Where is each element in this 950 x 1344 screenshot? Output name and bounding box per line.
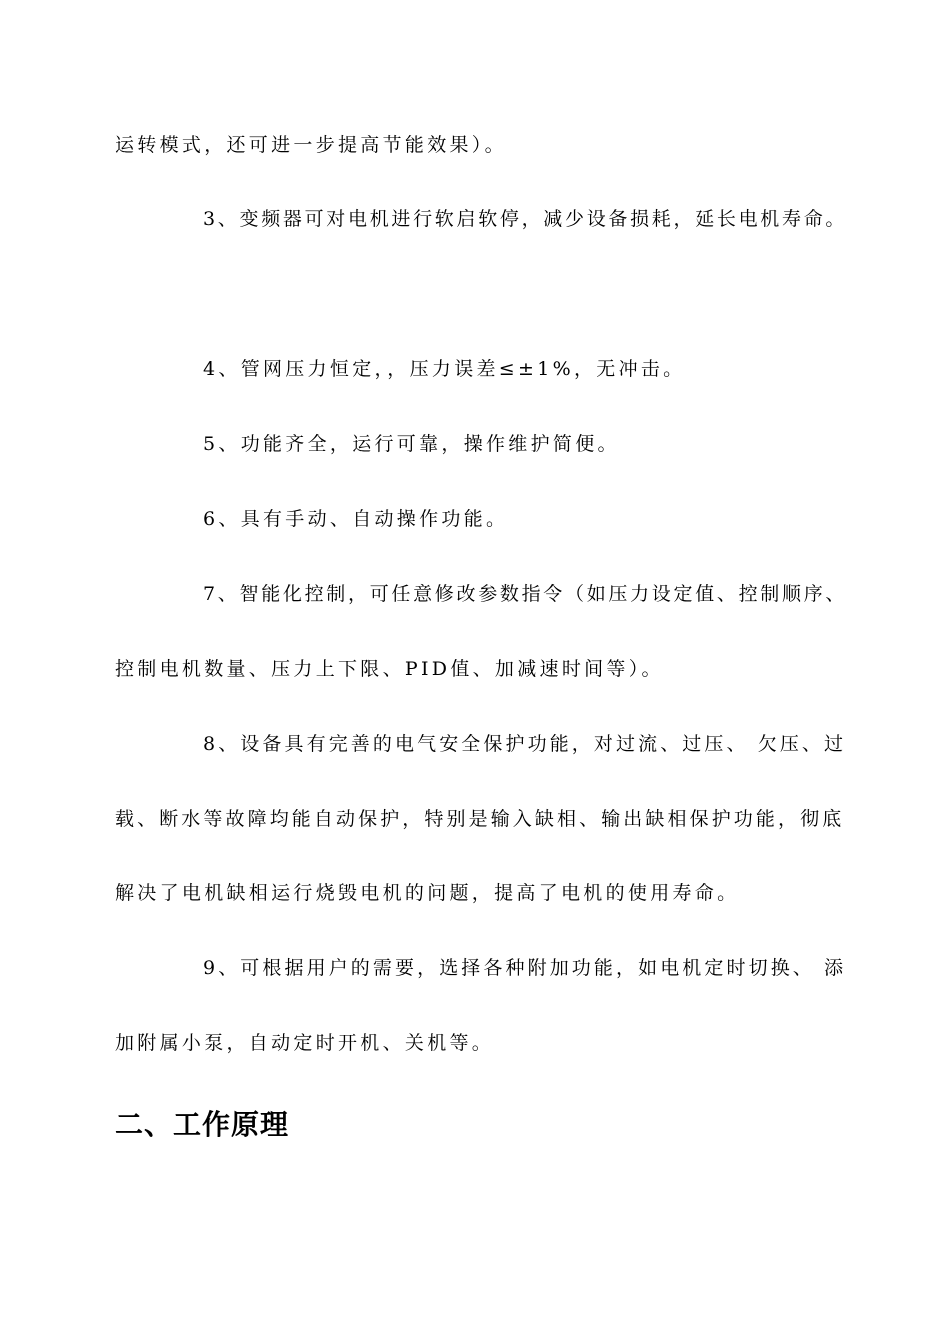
list-item-9: 9、可根据用户的需要，选择各种附加功能，如电机定时切换、 添	[203, 957, 847, 979]
list-item-3: 3、变频器可对电机进行软启软停，减少设备损耗，延长电机寿命。	[203, 208, 848, 230]
list-item-4: 4、管网压力恒定，，压力误差≤±1%，无冲击。	[203, 358, 686, 380]
list-item-8-continuation-2: 解决了电机缺相运行烧毁电机的问题，提高了电机的使用寿命。	[115, 882, 740, 904]
list-item-6: 6、具有手动、自动操作功能。	[203, 508, 509, 530]
paragraph-continuation-line: 运转模式，还可进一步提高节能效果）。	[115, 134, 507, 156]
section-heading: 二、工作原理	[115, 1108, 290, 1141]
list-item-8: 8、设备具有完善的电气安全保护功能，对过流、过压、 欠压、过	[203, 733, 847, 755]
list-item-5: 5、功能齐全，运行可靠，操作维护简便。	[203, 433, 620, 455]
list-item-8-continuation-1: 载、断水等故障均能自动保护，特别是输入缺相、输出缺相保护功能，彻底	[115, 808, 845, 830]
list-item-7-continuation: 控制电机数量、压力上下限、PID值、加减速时间等）。	[115, 658, 664, 680]
list-item-9-continuation: 加附属小泵，自动定时开机、关机等。	[115, 1032, 495, 1054]
list-item-7: 7、智能化控制，可任意修改参数指令（如压力设定值、控制顺序、	[203, 583, 848, 605]
